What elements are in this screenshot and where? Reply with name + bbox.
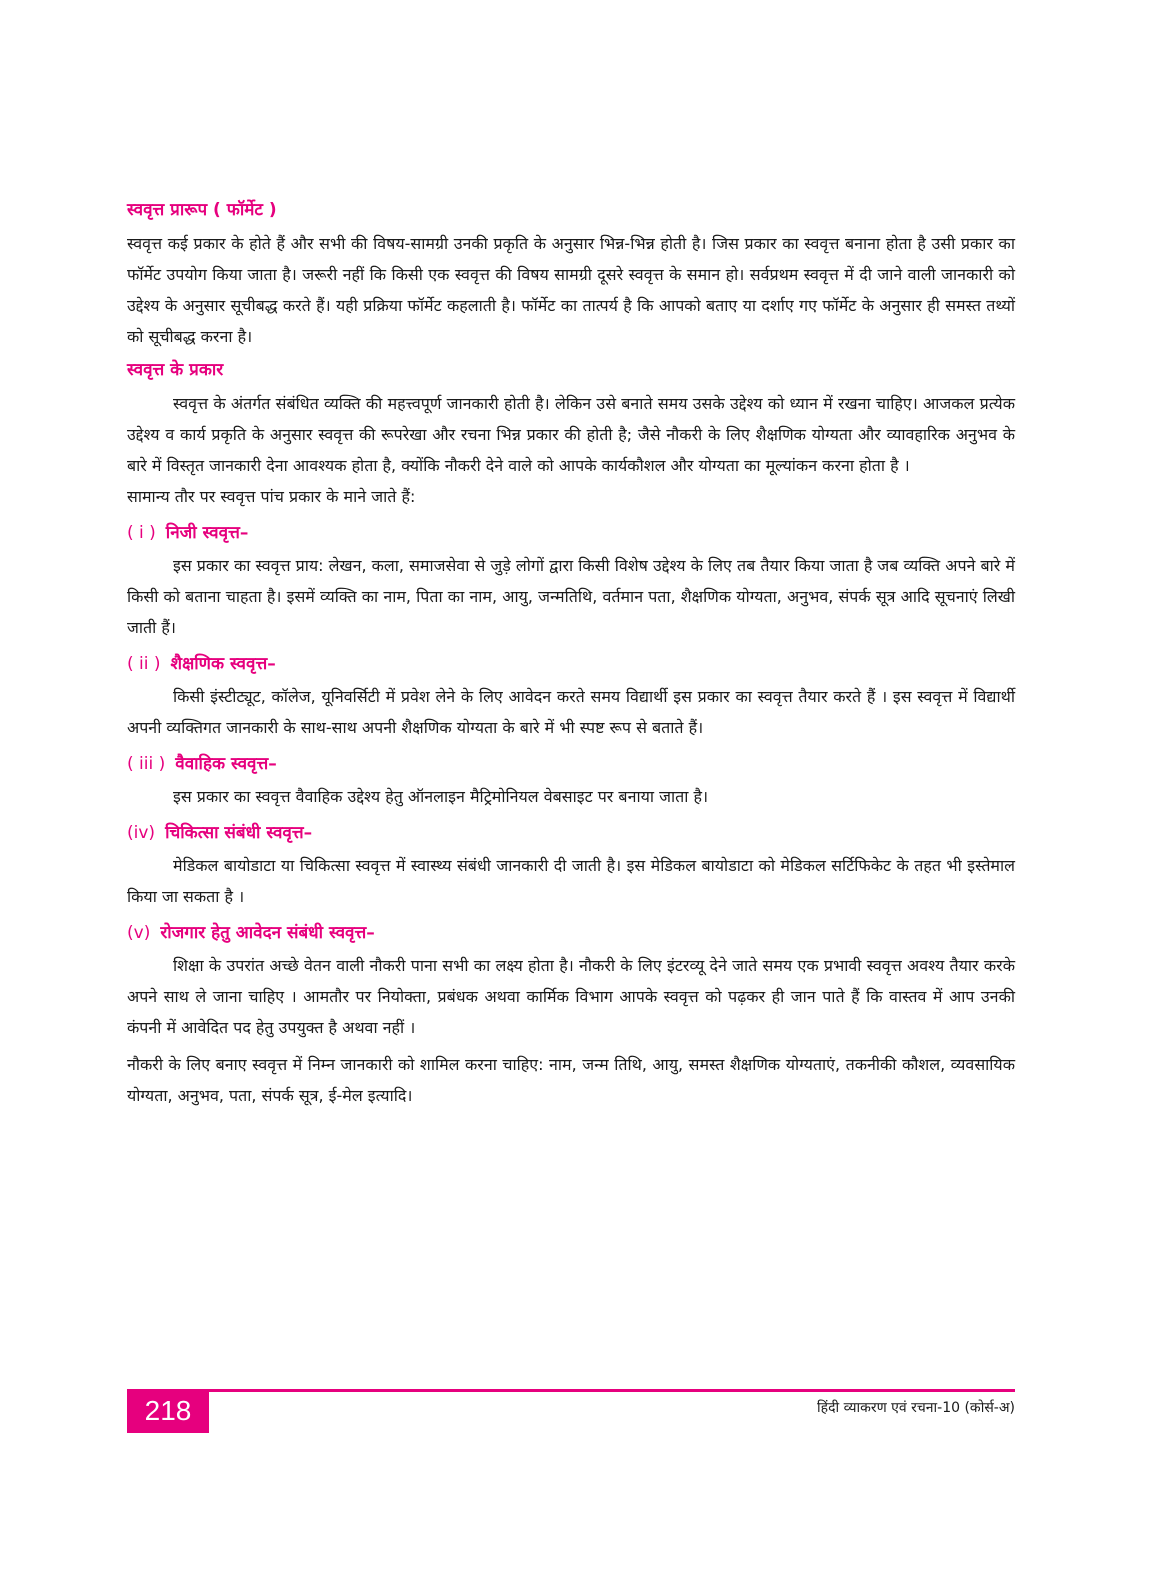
section-heading-format: स्ववृत्त प्रारूप ( फॉर्मेट ) — [127, 200, 277, 220]
section-heading-types: स्ववृत्त के प्रकार — [127, 360, 224, 380]
types-intro-paragraph: स्ववृत्त के अंतर्गत संबंधित व्यक्ति की महत्त्वपूर्ण जानकारी होती है। लेकिन उसे बनाते समय उसके उद्देश्य को ध्यान में रखना चाहिए। आजकल प्रत्येक उद्देश्य व कार्य प्रकृति के अनुसार स्ववृत्त की रूपरेखा और रचना भिन्न प्रकार की होती है; जैसे नौकरी के लिए शैक्षणिक योग्यता और व्यावहारिक अनुभव के बारे में विस्तृत जानकारी देना आवश्यक होता है, क्योंकि नौकरी देने वाले को आपके कार्यकौशल और योग्यता का मूल्यांकन करना होता है । — [127, 394, 1015, 475]
page-content — [127, 198, 1015, 1111]
type-number: ( iii ) — [127, 754, 166, 774]
type-heading-medical — [127, 820, 1015, 846]
type-number: (v) — [127, 923, 151, 943]
type-text-personal: इस प्रकार का स्ववृत्त प्राय: लेखन, कला, समाजसेवा से जुड़े लोगों द्वारा किसी विशेष उद्देश्य के लिए तब तैयार किया जाता है जब व्यक्ति अपने बारे में किसी को बताना चाहता है। इसमें व्यक्ति का नाम, पिता का नाम, आयु, जन्मतिथि, वर्तमान पता, शैक्षणिक योग्यता, अनुभव, संपर्क सूत्र आदि सूचनाएं लिखी जाती हैं। — [127, 556, 1015, 637]
type-number: (iv) — [127, 823, 156, 843]
type-heading-educational — [127, 651, 1015, 677]
types-count-line: सामान्य तौर पर स्ववृत्त पांच प्रकार के माने जाते हैं: — [127, 487, 416, 506]
type-number: ( i ) — [127, 523, 156, 543]
type-title: रोजगार हेतु आवेदन संबंधी स्ववृत्त– — [160, 923, 375, 943]
type-title: निजी स्ववृत्त– — [165, 523, 249, 543]
footer-divider — [127, 1389, 1015, 1392]
type-heading-matrimonial — [127, 751, 1015, 777]
type-heading-personal — [127, 520, 1015, 546]
type-heading-employment — [127, 920, 1015, 946]
format-paragraph: स्ववृत्त कई प्रकार के होते हैं और सभी की विषय-सामग्री उनकी प्रकृति के अनुसार भिन्न-भिन्न होती है। जिस प्रकार का स्ववृत्त बनाना होता है उसी प्रकार का फॉर्मेट उपयोग किया जाता है। जरूरी नहीं कि किसी एक स्ववृत्त की विषय सामग्री दूसरे स्ववृत्त के समान हो। सर्वप्रथम स्ववृत्त में दी जाने वाली जानकारी को उद्देश्य के अनुसार सूचीबद्ध करते हैं। यही प्रक्रिया फॉर्मेट कहलाती है। फॉर्मेट का तात्पर्य है कि आपको बताए या दर्शाए गए फॉर्मेट के अनुसार ही समस्त तथ्यों को सूचीबद्ध करना है। — [127, 234, 1015, 346]
type-text-medical: मेडिकल बायोडाटा या चिकित्सा स्ववृत्त में स्वास्थ्य संबंधी जानकारी दी जाती है। इस मेडिकल बायोडाटा को मेडिकल सर्टिफिकेट के तहत भी इस्तेमाल किया जा सकता है । — [127, 856, 1015, 906]
type-text-educational: किसी इंस्टीट्यूट, कॉलेज, यूनिवर्सिटी में प्रवेश लेने के लिए आवेदन करते समय विद्यार्थी इस प्रकार का स्ववृत्त तैयार करते हैं । इस स्ववृत्त में विद्यार्थी अपनी व्यक्तिगत जानकारी के साथ-साथ अपनी शैक्षणिक योग्यता के बारे में भी स्पष्ट रूप से बताते हैं। — [127, 687, 1015, 737]
type-title: शैक्षणिक स्ववृत्त– — [170, 654, 276, 674]
closing-paragraph: नौकरी के लिए बनाए स्ववृत्त में निम्न जानकारी को शामिल करना चाहिए: नाम, जन्म तिथि, आयु, समस्त शैक्षणिक योग्यताएं, तकनीकी कौशल, व्यवसायिक योग्यता, अनुभव, पता, संपर्क सूत्र, ई-मेल इत्यादि। — [127, 1055, 1015, 1105]
book-title: हिंदी व्याकरण एवं रचना-10 (कोर्स-अ) — [817, 1400, 1015, 1416]
type-text-employment: शिक्षा के उपरांत अच्छे वेतन वाली नौकरी पाना सभी का लक्ष्य होता है। नौकरी के लिए इंटरव्यू देने जाते समय एक प्रभावी स्ववृत्त अवश्य तैयार करके अपने साथ ले जाना चाहिए । आमतौर पर नियोक्ता, प्रबंधक अथवा कार्मिक विभाग आपके स्ववृत्त को पढ़कर ही जान पाते हैं कि वास्तव में आप उनकी कंपनी में आवेदित पद हेतु उपयुक्त है अथवा नहीं । — [127, 956, 1015, 1037]
page-number: 218 — [127, 1389, 209, 1433]
type-number: ( ii ) — [127, 654, 161, 674]
type-title: वैवाहिक स्ववृत्त– — [175, 754, 277, 774]
type-text-matrimonial: इस प्रकार का स्ववृत्त वैवाहिक उद्देश्य हेतु ऑनलाइन मैट्रिमोनियल वेबसाइट पर बनाया जाता है। — [173, 787, 709, 806]
type-title: चिकित्सा संबंधी स्ववृत्त– — [165, 823, 313, 843]
